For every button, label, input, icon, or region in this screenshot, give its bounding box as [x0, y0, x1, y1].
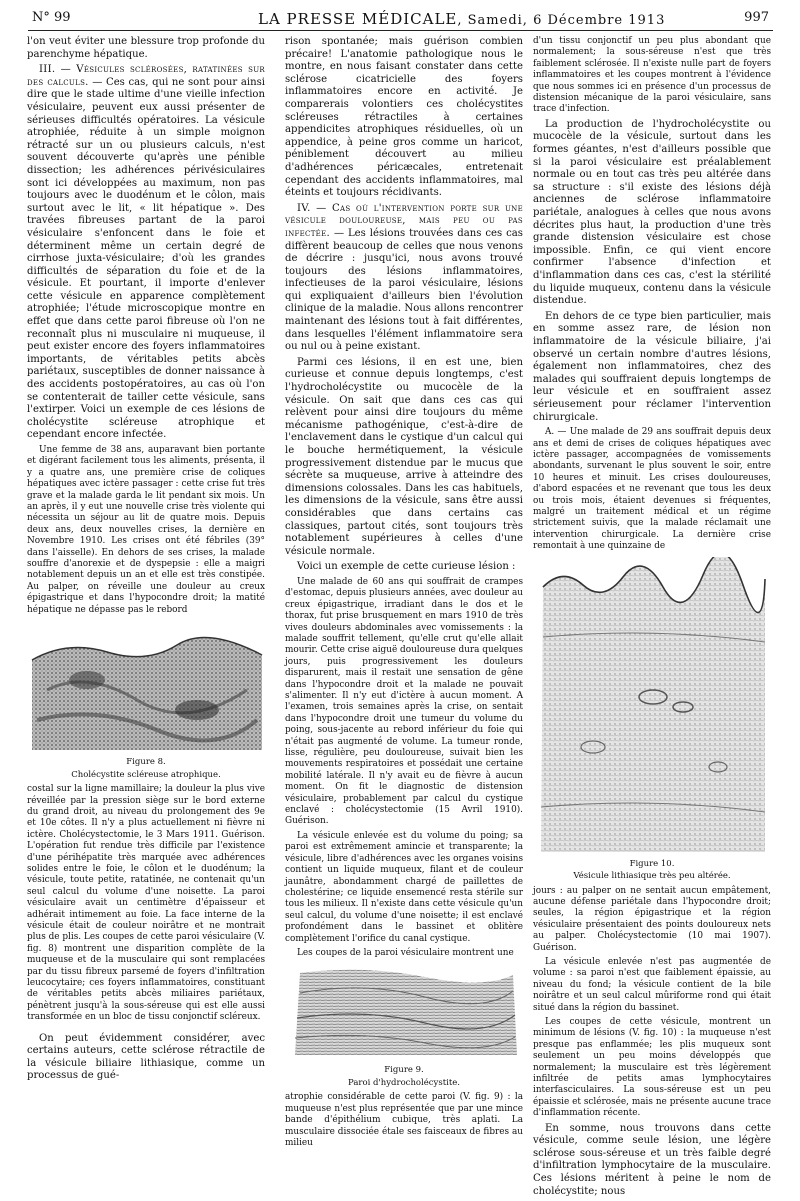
figure-9-caption: Paroi d'hydrocholécystite. — [348, 1077, 460, 1088]
column-2 — [285, 36, 523, 1152]
paragraph: En somme, nous trouvons dans cette vésicule, comme seule lésion, une légère sclérose sous-séreuse et un très faible degré d'infiltration lymphocytaire de la musculaire. Ces lésions méritent à peine le nom de cholécystite; nous — [533, 1122, 771, 1197]
figure-9-image — [285, 963, 523, 1063]
issue-date: , Samedi, 6 Décembre 1913 — [457, 13, 666, 28]
paragraph: En dehors de ce type bien particulier, mais en somme assez rare, de lésion non inflammatoire de la vésicule biliaire, j'ai observé un certain nombre d'autres lésions, également non inflammatoires, chez des malades qui souffraient depuis longtemps de leur vésicule et en souffraient assez sérieusement pour réclamer l'intervention chirurgicale. — [533, 310, 771, 423]
figure-8 — [27, 620, 265, 780]
case-report: La vésicule enlevée est du volume du poing; sa paroi est extrêmement amincie et transparente; la vésicule, libre d'adhérences avec les organes voisins contient un liquide muqueux, filant et de couleur jaunâtre, abondamment chargé de paillettes de cholestérine; ce liquide ensemencé resta stérile sur tous les milieux. Il n'existe dans cette vésicule qu'un seul calcul, du volume d'une noisette; il est enclavé profondément dans le bassinet et oblitère complètement l'orifice du canal cystique. — [285, 830, 523, 944]
section-text: — Les lésions trouvées dans ces cas diffèrent beaucoup de celles que nous venons de décrire : jusqu'ici, nous avons trouvé toujours des lésions inflammatoires, infectieuses de la paroi vésiculaire, lésions qui expliquaient d'ailleurs bien l'évolution clinique de la maladie. Nous allons rencontrer maintenant des lésions tout à fait différentes, dans lesquelles l'élément inflammatoire sera ou nul ou à peine existant. — [285, 227, 523, 353]
page-header — [28, 8, 773, 31]
section-text: — Ces cas, qui ne sont pour ainsi dire que le stade ultime d'une vieille infection vésiculaire, peuvent eux aussi présenter de sérieuses difficultés opératoires. La vésicule atrophiée, réduite à un simple moignon rétracté sur un ou plusieurs calculs, n'est souvent découverte qu'après une pénible dissection; les adhérences périvésiculaires sont ici développées au maximum, non pas toujours avec le duodénum et le côlon, mais surtout avec le lit, « lit hépatique ». Des travées fibreuses partant de la paroi vésiculaire s'enfoncent dans le foie et déterminent même un certain degré de cirrhose juxta-vésiculaire; d'où les grandes difficultés de séparation du foie et de la vésicule. Et pourtant, il importe d'enlever cette vésicule en apparence complètement atrophiée; l'étude microscopique montre en effet que dans cette paroi fibreuse où l'on ne reconnaît plus ni musculaire ni muqueuse, il peut exister encore des foyers inflammatoires importants, de véritables petits abcès pariétaux, susceptibles de donner naissance à des accidents postopératoires, au cas où l'on se contenterait de tailler cette vésicule, sans l'extirper. Voici un exemple de ces lésions de cholécystite scléreuse atrophique et cependant encore infectée. — [27, 76, 265, 441]
case-report: La vésicule enlevée n'est pas augmentée de volume : sa paroi n'est que faiblement épaissie, au niveau du fond; la vésicule contient de la bile noirâtre et un seul calcul mûriforme rond qui était situé dans la région du bassinet. — [533, 957, 771, 1013]
figure-10-label: Figure 10. — [629, 858, 675, 869]
case-report: Les coupes de la paroi vésiculaire montrent une — [297, 947, 514, 958]
column-3 — [533, 36, 771, 1201]
case-report: Une femme de 38 ans, auparavant bien portante et digérant facilement tous les aliments, présenta, il y a quatre ans, une première crise de coliques hépatiques avec ictère passager : cette crise fut très grave et la malade garda le lit pendant six mois. Un an après, il y eut une nouvelle crise très violente qui nécessita un séjour au lit de quatre mois. Depuis deux ans, deux nouvelles crises, la dernière en Novembre 1910. Les crises ont été fébriles (39° dans l'aisselle). En dehors de ses crises, la malade souffre d'anorexie et de dyspepsie : elle a maigri notablement depuis un an et elle est très constipée. Au palper, on réveille une douleur au creux épigastrique et dans l'hypocondre droit; la matité hépatique ne dépasse pas le rebord — [27, 445, 265, 615]
journal-title — [258, 10, 665, 28]
case-report-cont: atrophie considérable de cette paroi (V. fig. 9) : la muqueuse n'est plus représentée que par une mince bande d'épithélium cubique, très aplati. La musculaire dissociée étale ses faisceaux de fibres au milieu — [285, 1092, 523, 1148]
case-report-cont: costal sur la ligne mamillaire; la douleur la plus vive réveillée par la pression siège sur le bord externe du grand droit, au niveau du prolongement des 9e et 10e côtes. Il n'y a plus actuellement ni fièvre ni ictère. Cholécystectomie, le 3 Mars 1911. Guérison. L'opération fut rendue très difficile par l'existence d'une périhépatite très marquée avec adhérences solides entre le foie, le côlon et le duodénum; la vésicule, toute petite, ratatinée, ne contenait qu'un seul calcul du volume d'une noisette. La paroi vésiculaire avait un centimètre d'épaisseur et adhérait intimement au foie. La face interne de la vésicule était de couleur noirâtre et ne montrait plus de plis. Les coupes de cette paroi vésiculaire (V. fig. 8) montrent une disparition complète de la muqueuse et de la musculaire qui sont remplacées par du tissu fibreux parsemé de foyers d'infiltration leucocytaire; ces foyers inflammatoires, constituant de véritables petits abcès miliaires pariétaux, pénètrent jusqu'à la sous-séreuse qui est elle aussi transformée en un bloc de tissu conjonctif scléreux. — [27, 784, 265, 1023]
figure-9 — [285, 963, 523, 1088]
figure-8-label: Figure 8. — [126, 757, 166, 768]
case-report-cont: jours : au palper on ne sentait aucun empâtement, aucune défense pariétale dans l'hypocondre droit; seules, la région épigastrique et la région vésiculaire présentaient des points douloureux nets au palper. Cholécystectomie (10 mai 1907). Guérison. — [533, 885, 771, 953]
figure-10-image — [533, 557, 771, 857]
section-heading: IV. — Cas où l'intervention porte sur une vésicule douloureuse, mais peu ou pas infectée. — [285, 202, 523, 239]
paragraph: On peut évidemment considérer, avec certains auteurs, cette sclérose rétractile de la vésicule biliaire lithiasique, comme un processus de gué- — [27, 1032, 265, 1082]
issue-number: N° 99 — [32, 10, 71, 25]
figure-8-caption: Cholécystite scléreuse atrophique. — [71, 769, 221, 780]
paragraph: La production de l'hydrocholécystite ou mucocèle de la vésicule, surtout dans les formes géantes, n'est d'ailleurs possible que si la paroi vésiculaire est préalablement normale ou en tout cas très peu altérée dans sa structure : s'il existe des lésions déjà anciennes de sclérose inflammatoire pariétale, analogues à celles que nous avons décrites plus haut, la production d'une très grande distension vésiculaire est chose impossible. Enfin, ce qui vient encore confirmer l'absence d'infection et d'inflammation dans ces cas, c'est la stérilité du liquide muqueux, contenu dans la vésicule distendue. — [533, 118, 771, 307]
case-report: Les coupes de cette vésicule, montrent un minimum de lésions (V. fig. 10) : la muqueuse n'est presque pas enflammée; les plis muqueux sont seulement un peu moins développés que normalement; la musculaire est très légèrement infiltrée de petits amas lymphocytaires interfasciculaires. La sous-séreuse est un peu épaissie et sclérosée, mais ne présente aucune trace d'inflammation récente. — [533, 1017, 771, 1119]
figure-9-label: Figure 9. — [384, 1065, 424, 1076]
page-number: 997 — [744, 10, 769, 25]
case-report: A. — Une malade de 29 ans souffrait depuis deux ans et demi de crises de coliques hépatiques avec ictère passager, accompagnées de vomissements abondants, survenant le plus souvent le soir, entre 10 heures et minuit. Les crises douloureuses, d'abord espacées et ne revenant que tous les deux ou trois mois, étaient devenues si fréquentes, malgré un traitement médical et un régime strictement suivis, que la malade réclamait une intervention chirurgicale. La dernière crise remontait à une quinzaine de — [533, 427, 771, 552]
paragraph: rison spontanée; mais guérison combien précaire! L'anatomie pathologique nous le montre, en nous faisant constater dans cette sclérose cicatricielle des foyers inflammatoires encore en activité. Je comparerais volontiers ces cholécystites scléreuses rétractiles à certaines appendicites atrophiques résiduelles, où un appendice, à peine gros comme un haricot, péniblement découvert au milieu d'adhérences péricæcales, entretenait cependant des accidents inflammatoires, mal éteints et toujours récidivants. — [285, 36, 523, 199]
case-report: Une malade de 60 ans qui souffrait de crampes d'estomac, depuis plusieurs années, avec douleur au creux épigastrique, irradiant dans le dos et le thorax, fut prise brusquement en mars 1910 de très vives douleurs abdominales avec vomissements : la malade souffrit tellement, qu'elle crut qu'elle allait mourir. Cette crise aiguë douloureuse dura quelques jours, puis progressivement les douleurs disparurent, mais il restait une sensation de gêne dans l'hypocondre droit et la malade ne pouvait s'alimenter. Il n'y eut d'ictère à aucun moment. A l'examen, trois semaines après la crise, on sentait dans l'hypocondre droit une tumeur du volume du poing, sous-jacente au rebord inférieur du foie qui n'était pas augmenté de volume. La tumeur ronde, lisse, régulière, peu douloureuse, suivait bien les mouvements respiratoires et possédait une certaine mobilité latérale. Il n'y avait eu de fièvre à aucun moment. On fit le diagnostic de distension vésiculaire, probablement par calcul du cystique enclavé : cholécystectomie (15 Avril 1910). Guérison. — [285, 576, 523, 827]
column-1 — [27, 36, 265, 1086]
journal-name: LA PRESSE MÉDICALE — [258, 10, 458, 28]
section-heading: III. — Vésicules sclérosées, ratatinées sur des calculs. — [27, 64, 265, 88]
figure-10 — [533, 557, 771, 882]
paragraph: l'on veut éviter une blessure trop profonde du parenchyme hépatique. — [27, 36, 265, 60]
paragraph: Voici un exemple de cette curieuse lésion : — [297, 561, 516, 573]
figure-8-image — [27, 620, 265, 755]
section-iv — [285, 203, 523, 354]
paragraph: Parmi ces lésions, il en est une, bien curieuse et connue depuis longtemps, c'est l'hydrocholécystite ou mucocèle de la vésicule. On sait que dans ces cas qui relèvent pour ainsi dire toujours du même mécanisme pathogénique, c'est-à-dire de l'enclavement dans le cystique d'un calcul qui le bouche hermétiquement, la vésicule progressivement distendue par le mucus que sécrète sa muqueuse, arrive à atteindre des dimensions colossales. Dans les cas habituels, les dimensions de la vésicule, sans être aussi considérables que dans certains cas classiques, partout cités, sont toujours très notablement supérieures à celles d'une vésicule normale. — [285, 356, 523, 557]
section-iii — [27, 64, 265, 442]
case-report-cont: d'un tissu conjonctif un peu plus abondant que normalement; la sous-séreuse n'est que très faiblement sclérosée. Il n'existe nulle part de foyers inflammatoires et les coupes montrent à l'évidence que nous sommes ici en présence d'un processus de distension mécanique de la paroi vésiculaire, sans trace d'infection. — [533, 36, 771, 115]
figure-10-caption: Vésicule lithiasique très peu altérée. — [573, 871, 731, 882]
